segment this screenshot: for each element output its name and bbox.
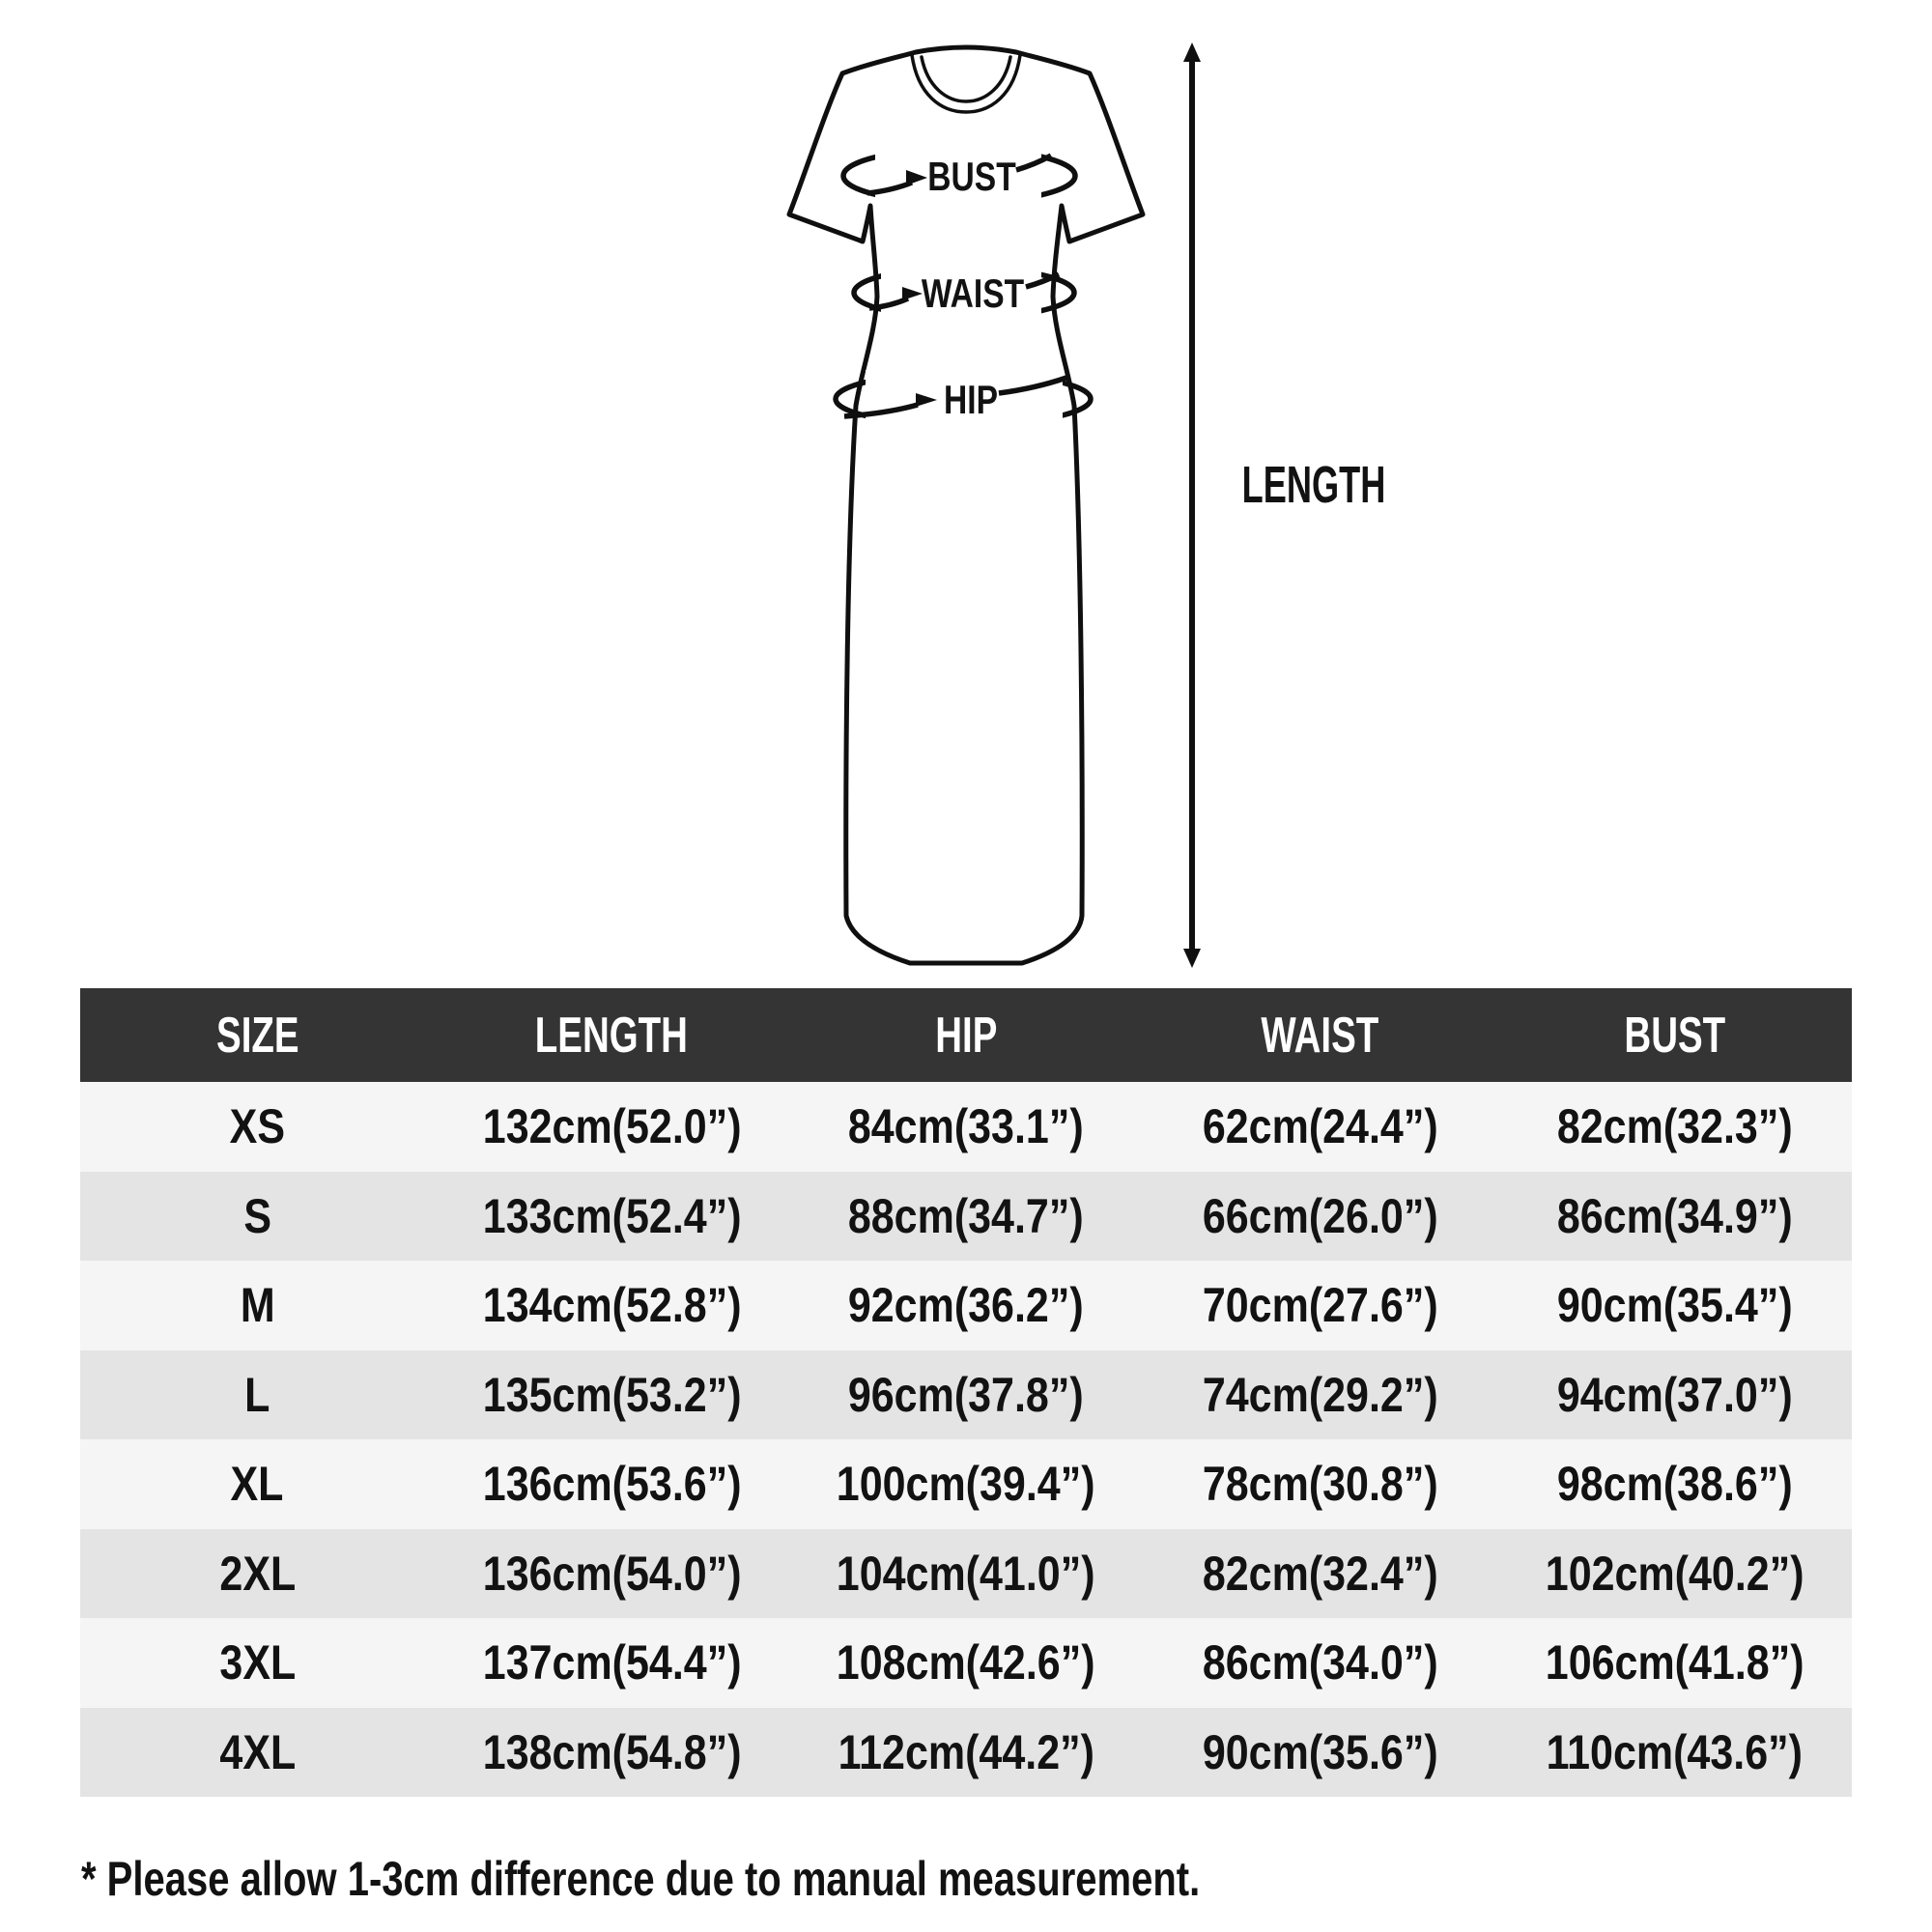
cell-size: 3XL	[218, 1635, 296, 1690]
cell-waist: 66cm(26.0”)	[1202, 1188, 1438, 1243]
header-row	[80, 988, 1852, 1082]
cell-bust: 102cm(40.2”)	[1545, 1546, 1804, 1601]
cell-length: 138cm(54.8”)	[482, 1724, 742, 1779]
cell-size: XS	[229, 1099, 286, 1154]
cell-hip: 88cm(34.7”)	[848, 1188, 1084, 1243]
table-row-xs	[80, 1082, 1852, 1172]
length-arrow	[1183, 43, 1201, 968]
header-hip: HIP	[789, 988, 1144, 1082]
cell-length: 134cm(52.8”)	[482, 1278, 742, 1333]
cell-hip: 112cm(44.2”)	[838, 1724, 1094, 1779]
waist-label: WAIST	[921, 271, 1025, 317]
table-row-xl	[80, 1439, 1852, 1529]
cell-bust: 98cm(38.6”)	[1556, 1457, 1793, 1512]
bust-label: BUST	[927, 155, 1016, 200]
cell-waist: 78cm(30.8”)	[1202, 1457, 1438, 1512]
header-size: SIZE	[80, 988, 435, 1082]
cell-length: 136cm(53.6”)	[482, 1457, 742, 1512]
measurement-footnote: * Please allow 1-3cm difference due to manual measurement.	[81, 1852, 1201, 1906]
cell-bust: 106cm(41.8”)	[1545, 1635, 1804, 1690]
cell-hip: 84cm(33.1”)	[848, 1099, 1084, 1154]
table-row-m	[80, 1261, 1852, 1350]
cell-hip: 108cm(42.6”)	[837, 1635, 1095, 1690]
table-row-3xl	[80, 1618, 1852, 1708]
cell-bust: 110cm(43.6”)	[1546, 1724, 1804, 1779]
cell-bust: 90cm(35.4”)	[1556, 1278, 1793, 1333]
table-row-2xl	[80, 1529, 1852, 1619]
cell-waist: 82cm(32.4”)	[1202, 1546, 1438, 1601]
cell-size: 4XL	[218, 1724, 296, 1779]
table-row-4xl	[80, 1708, 1852, 1798]
cell-waist: 86cm(34.0”)	[1202, 1635, 1438, 1690]
cell-length: 132cm(52.0”)	[482, 1099, 742, 1154]
size-table-header	[80, 988, 1852, 1082]
cell-size: XL	[230, 1457, 284, 1512]
cell-length: 133cm(52.4”)	[482, 1188, 742, 1243]
size-table	[80, 988, 1852, 1797]
cell-size: S	[243, 1188, 271, 1243]
cell-hip: 104cm(41.0”)	[837, 1546, 1095, 1601]
header-length: LENGTH	[435, 988, 789, 1082]
cell-bust: 86cm(34.9”)	[1556, 1188, 1793, 1243]
cell-waist: 74cm(29.2”)	[1202, 1367, 1438, 1422]
cell-size: L	[244, 1367, 270, 1422]
table-row-s	[80, 1172, 1852, 1262]
length-arrowhead-down-icon	[1183, 949, 1201, 968]
size-table-body	[80, 1082, 1852, 1797]
cell-hip: 100cm(39.4”)	[837, 1457, 1095, 1512]
cell-hip: 92cm(36.2”)	[848, 1278, 1084, 1333]
cell-waist: 70cm(27.6”)	[1202, 1278, 1438, 1333]
header-waist: WAIST	[1143, 988, 1497, 1082]
cell-bust: 82cm(32.3”)	[1556, 1099, 1793, 1154]
cell-length: 137cm(54.4”)	[482, 1635, 742, 1690]
length-arrowhead-up-icon	[1183, 43, 1201, 62]
cell-size: 2XL	[218, 1546, 296, 1601]
length-label: LENGTH	[1241, 454, 1386, 514]
hip-label: HIP	[944, 378, 998, 423]
cell-hip: 96cm(37.8”)	[848, 1367, 1084, 1422]
cell-waist: 90cm(35.6”)	[1202, 1724, 1438, 1779]
cell-bust: 94cm(37.0”)	[1556, 1367, 1793, 1422]
table-row-l	[80, 1350, 1852, 1440]
cell-length: 135cm(53.2”)	[482, 1367, 742, 1422]
cell-length: 136cm(54.0”)	[482, 1546, 742, 1601]
header-bust: BUST	[1497, 988, 1852, 1082]
cell-size: M	[240, 1278, 275, 1333]
cell-waist: 62cm(24.4”)	[1202, 1099, 1438, 1154]
